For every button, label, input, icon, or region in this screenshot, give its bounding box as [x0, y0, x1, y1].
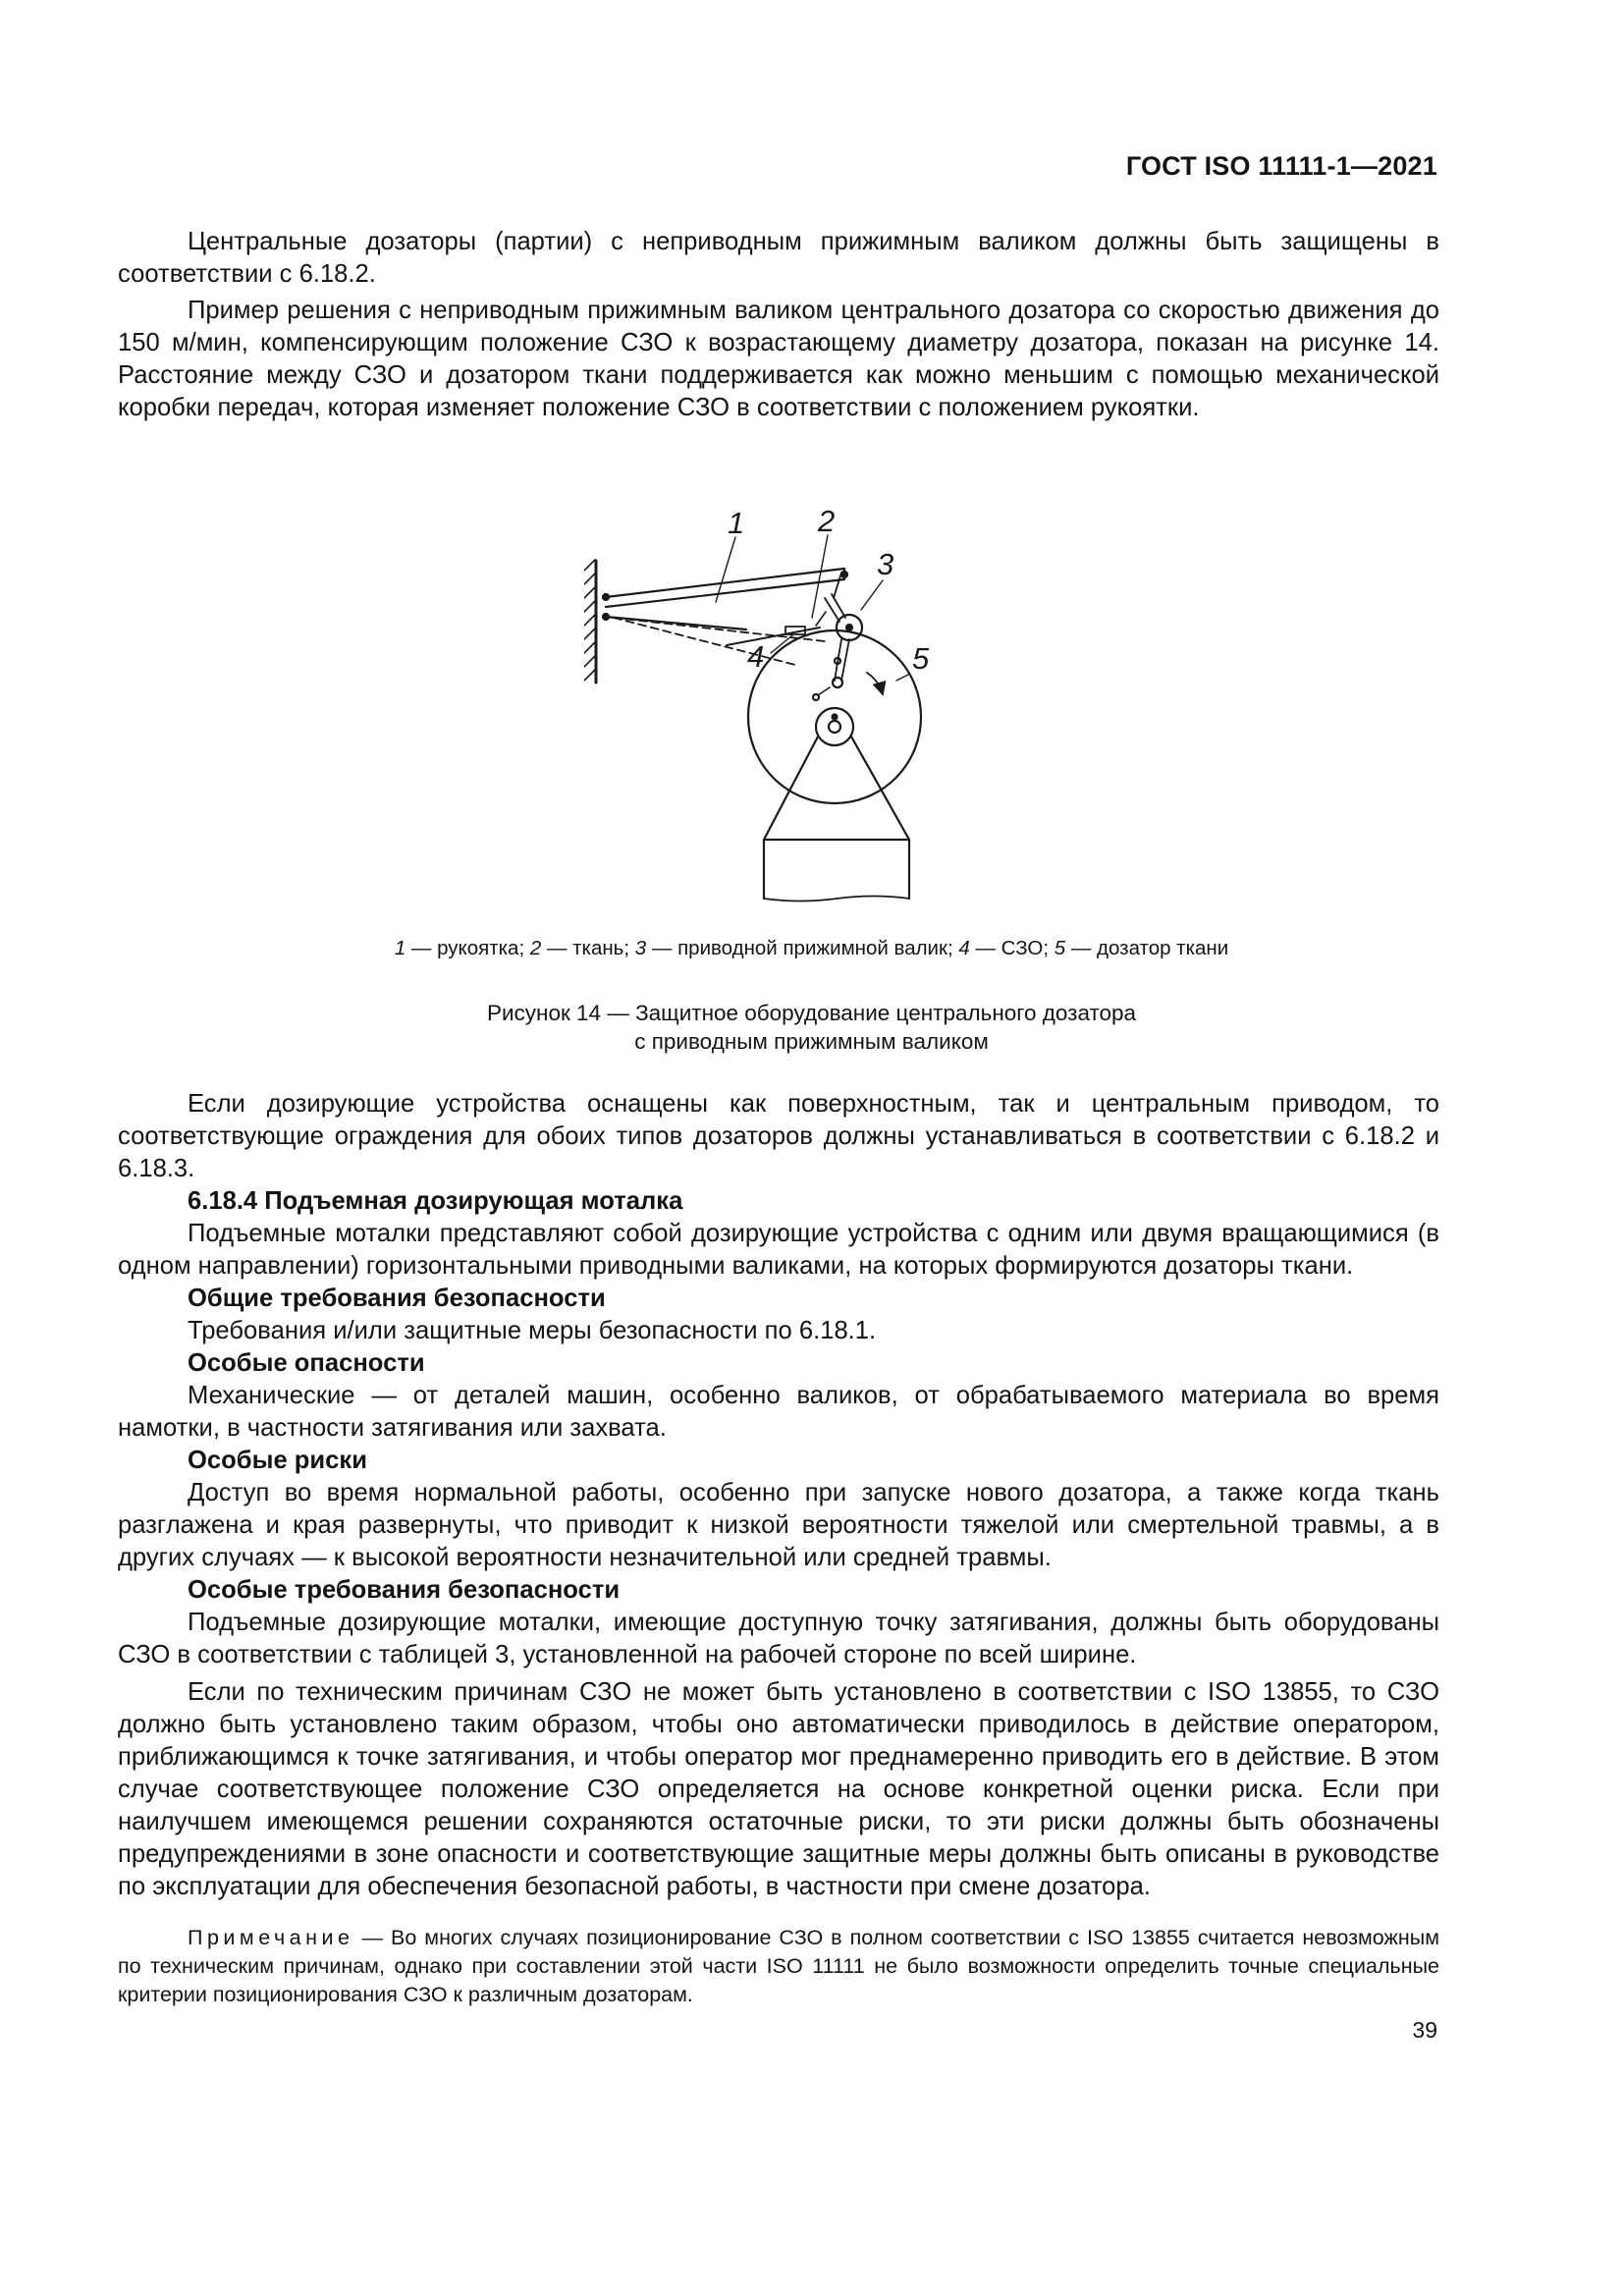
paragraph-both-drives: Если дозирующие устройства оснащены как поверхностным, так и центральным приводом, то соответствующие ограждения для обоих типов дозаторов должны устанавливаться в соответствии с 6.18.2 и 6.18.3. — [118, 1090, 1439, 1182]
figure-caption-line-2: с приводным прижимным валиком — [634, 1029, 989, 1054]
paragraph-special-hazards: Механические — от деталей машин, особенно валиков, от обрабатываемого материала во время намотки, в частности затягивания или захвата. — [118, 1382, 1439, 1442]
paragraph-special-risks: Доступ во время нормальной работы, особенно при запуске нового дозатора, а также когда ткань разглажена и края развернуты, что приводит к низкой вероятности тяжелой или смертельной травмы, а в других случаях — к высокой вероятности незначительной или средней травмы. — [118, 1479, 1439, 1571]
paragraph-general-requirements: Требования и/или защитные меры безопасности по 6.18.1. — [188, 1317, 877, 1344]
callout-2: 2 — [818, 506, 836, 538]
figure-caption — [0, 999, 1623, 1056]
legend-text-4: — СЗО; — [969, 937, 1055, 959]
legend-text-2: — ткань; — [541, 937, 635, 959]
wall-mount — [584, 560, 609, 683]
legend-num-2: 2 — [529, 937, 542, 959]
linkage-rods — [813, 639, 849, 700]
legend-text-3: — приводной прижимной валик; — [646, 937, 959, 959]
subheading-general-requirements: Общие требования безопасности — [188, 1285, 606, 1312]
note-text: — Во многих случаях позиционирование СЗО в полном соответствии с ISO 13855 считается невозможным по техническим причинам, однако при составлении этой части ISO 11111 не было возможности определить точные специальные критерии позиционирования СЗО к различным дозаторам. — [118, 1926, 1439, 2006]
callout-labels — [728, 506, 930, 676]
callout-3: 3 — [877, 547, 894, 581]
callout-5: 5 — [912, 641, 930, 676]
legend-num-1: 1 — [394, 937, 406, 959]
figure-14-drawing — [584, 506, 957, 908]
paragraph-safety-device: Подъемные дозирующие моталки, имеющие доступную точку затягивания, должны быть оборудованы СЗО в соответствии с таблицей 3, установленной на рабочей стороне по всей ширине. — [118, 1609, 1439, 1668]
stand-base — [764, 708, 909, 902]
page-number: 39 — [1412, 2017, 1437, 2043]
intro-paragraph-2: Пример решения с неприводным прижимным валиком центрального дозатора со скоростью движения до 150 м/мин, компенсирующим положение СЗО к возрастающему диаметру дозатора, показан на рисунке 14. Расстояние между СЗО и дозатором ткани поддерживается как можно меньшим с помощью механической коробки передач, которая изменяет положение СЗО в соответствии с положением рукоятки. — [118, 297, 1439, 421]
subheading-special-safety-requirements: Особые требования безопасности — [188, 1576, 621, 1604]
legend-text-5: — дозатор ткани — [1065, 937, 1229, 959]
paragraph-lifting-winders: Подъемные моталки представляют собой дозирующие устройства с одним или двумя вращающимися (в одном направлении) горизонтальными приводными валиками, на которых формируются дозаторы ткани. — [118, 1220, 1439, 1280]
legend-num-5: 5 — [1054, 937, 1066, 959]
intro-paragraph-1: Центральные дозаторы (партии) с неприводным прижимным валиком должны быть защищены в соответствии с 6.18.2. — [118, 228, 1439, 288]
callout-1: 1 — [728, 506, 745, 540]
standard-id-header: ГОСТ ISO 11111-1—2021 — [1125, 151, 1437, 181]
legend-num-3: 3 — [634, 937, 647, 959]
press-roller — [837, 615, 862, 640]
intro-section — [118, 226, 1439, 424]
section-heading-6-18-4: 6.18.4 Подъемная дозирующая моталка — [188, 1187, 683, 1215]
callout-4: 4 — [747, 639, 765, 674]
fabric-batch — [748, 630, 921, 803]
fabric-and-protective-device — [614, 573, 845, 665]
legend-num-4: 4 — [958, 937, 970, 959]
figure-caption-line-1: Рисунок 14 — Защитное оборудование центрального дозатора — [486, 1001, 1137, 1025]
subheading-special-risks: Особые риски — [188, 1447, 367, 1474]
legend-text-1: — рукоятка; — [406, 937, 530, 959]
note-block — [118, 1924, 1439, 2009]
note-label: Примечание — [188, 1926, 354, 1949]
main-section — [118, 1088, 1439, 1903]
figure-legend — [0, 936, 1623, 961]
subheading-special-hazards: Особые опасности — [188, 1349, 425, 1377]
paragraph-iso-13855: Если по техническим причинам СЗО не может быть установлено в соответствии с ISO 13855, то СЗО должно быть установлено таким образом, чтобы оно автоматически приводилось в действие оператором, приближающимся к точке затягивания, и чтобы оператор мог преднамеренно приводить его в действие. В этом случае соответствующее положение СЗО определяется на основе конкретной оценки риска. Если при наилучшем имеющемся решении сохраняются остаточные риски, то эти риски должны быть обозначены предупреждениями в зоне опасности и соответствующие защитные меры должны быть описаны в руководстве по эксплуатации для обеспечения безопасной работы, в частности при смене дозатора. — [118, 1678, 1439, 1900]
